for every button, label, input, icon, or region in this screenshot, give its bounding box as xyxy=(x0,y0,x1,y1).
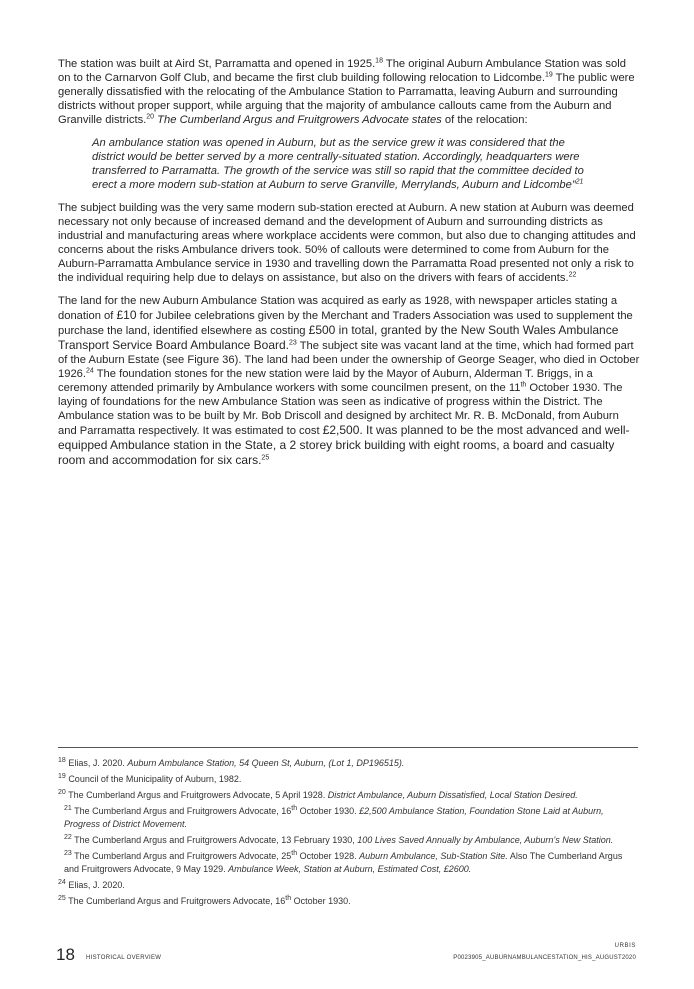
footnote-ref: 25 xyxy=(261,454,270,462)
footnote-25 xyxy=(58,895,638,908)
footnote-number: 21 xyxy=(64,805,72,812)
text-run: The subject building was the very same modern sub-station erected at Auburn. A new station at Auburn was deemed necessary not only because of increased demand and the development of Auburn and surrounding districts as industrial and manufacturing areas where workplace accidents were common, but also due to changing attitudes and concerns about the risks Ambulance drivers took. 50% of callouts were determined to come from Auburn for the Auburn-Parramatta Ambulance service in 1930 and travelling down the Parramatta Road presented not only a risk to the individual requiring help due to delays on assistance, but also on the drivers with fears of accidents. xyxy=(58,202,636,284)
footnotes xyxy=(58,757,638,911)
document-code: P0023905_AUBURNAMBULANCESTATION_HIS_AUGUST2020 xyxy=(453,955,636,961)
page-number: 18 xyxy=(56,945,75,964)
footnote-text: Also The Cumberland Argus and Fruitgrowers Advocate, 9 May 1929. xyxy=(64,851,623,874)
footnote-18 xyxy=(58,757,638,770)
text-run: The public were generally dissatisfied with the relocating of the Ambulance Station to Parramatta, leaving Auburn and surrounding districts without proper support, while arguing that the majority of ambulance callouts came from the Auburn and Granville districts. xyxy=(58,72,635,126)
footnote-20 xyxy=(58,789,638,802)
footnote-22 xyxy=(58,834,638,847)
ordinal-suffix: th xyxy=(285,895,292,902)
footnote-text: The Cumberland Argus and Fruitgrowers Advocate, 16 xyxy=(68,896,286,906)
footnote-text: October 1930. xyxy=(297,806,360,816)
footnote-text: The Cumberland Argus and Fruitgrowers Advocate, 25 xyxy=(74,851,292,861)
section-name: HISTORICAL OVERVIEW xyxy=(86,955,162,961)
footnote-text: The Cumberland Argus and Fruitgrowers Advocate, 16 xyxy=(74,806,292,816)
footnote-ref: 23 xyxy=(289,339,297,347)
text-run: The land for the new Auburn Ambulance Station was acquired as early as 1928, with newspaper articles stating a donation of xyxy=(58,295,618,322)
footnote-title: Auburn Ambulance, Sub-Station Site. xyxy=(359,851,508,861)
footnote-title: £2,500 Ambulance Station, Foundation Stone Laid at Auburn, Progress of District Movement. xyxy=(64,806,604,829)
ordinal-suffix: th xyxy=(291,850,298,857)
footnote-number: 20 xyxy=(58,789,66,796)
ordinal-suffix: th xyxy=(291,805,298,812)
footnote-text: October 1928. xyxy=(297,851,360,861)
brand-name: URBIS xyxy=(614,943,636,949)
footnote-divider xyxy=(58,747,638,748)
ordinal-suffix: th xyxy=(520,381,527,389)
footnote-title: Ambulance Week, Station at Auburn, Estimated Cost, £2600. xyxy=(228,864,472,874)
footnote-text: October 1930. xyxy=(291,896,351,906)
text-run: The original Auburn Ambulance Station was sold on to the Carnarvon Golf Club, and became the first club building following relocation to Lidcombe. xyxy=(58,58,626,84)
quote-text: An ambulance station was opened in Auburn, but as the service grew it was considered that the district would be better served by a more centrally-situated station. Accordingly, headquarters were transferred to Parramatta. The growth of the service was still so rapid that the committee decided to erect a more modern sub-station at Auburn to serve Granville, Merrylands, Auburn and Lidcombe” xyxy=(92,137,584,191)
footnote-ref: 18 xyxy=(375,57,383,65)
block-quote xyxy=(58,136,640,192)
text-run: £2,500. It was planned to be the most advanced and well-equipped Ambulance station in the State, a 2 storey brick building with eight rooms, a board and casualty room and accommodation for six cars. xyxy=(58,423,630,467)
footnote-title: Auburn Ambulance Station, 54 Queen St, Auburn, (Lot 1, DP196515). xyxy=(127,758,405,768)
footnote-text: The Cumberland Argus and Fruitgrowers Advocate, 5 April 1928. xyxy=(68,790,328,800)
footnote-text: The Cumberland Argus and Fruitgrowers Advocate, 13 February 1930, xyxy=(74,835,358,845)
text-run: The subject site was vacant land at the time, which had formed part of the Auburn Estate (see Figure 36). The land had been under the ownership of George Seager, who died in October 1926. xyxy=(58,340,640,380)
footnote-title: 100 Lives Saved Annually by Ambulance, Auburn’s New Station. xyxy=(357,835,614,845)
footnote-21 xyxy=(58,805,638,831)
footnote-ref: 22 xyxy=(568,271,577,279)
footnote-24 xyxy=(58,879,638,892)
text-run: October 1930. The laying of foundations for the new Ambulance Station was seen as indicative of progress within the District. The Ambulance station was to be built by Mr. Bob Driscoll and designed by architect Mr. R. B. McDonald, from Auburn and Parramatta respectively. It was estimated to cost xyxy=(58,382,623,437)
text-run: for Jubilee celebrations given by the Merchant and Traders Association was used to supplement the purchase the land, identified elsewhere as costing xyxy=(58,310,633,337)
text-run: of the relocation: xyxy=(441,114,528,126)
footnote-text: Elias, J. 2020. xyxy=(68,758,128,768)
body-text xyxy=(58,57,640,477)
footnote-number: 22 xyxy=(64,834,72,841)
publication-title: The Cumberland Argus and Fruitgrowers Advocate states xyxy=(154,114,442,126)
paragraph-land xyxy=(58,294,640,468)
paragraph-substation xyxy=(58,201,640,285)
text-run: £500 in total, granted by the New South Wales Ambulance Transport Service Board Ambulance Board. xyxy=(58,323,619,352)
footnote-19 xyxy=(58,773,638,786)
footnote-ref: 24 xyxy=(86,367,94,375)
footnote-ref: 19 xyxy=(544,71,553,79)
footnote-number: 25 xyxy=(58,895,66,902)
footnote-number: 18 xyxy=(58,757,66,764)
text-run: £10 xyxy=(116,308,137,322)
footnote-number: 19 xyxy=(58,773,66,780)
footnote-text: Elias, J. 2020. xyxy=(68,880,125,890)
paragraph-relocation xyxy=(58,57,640,127)
footnote-number: 23 xyxy=(64,850,72,857)
footnote-title: District Ambulance, Auburn Dissatisfied, Local Station Desired. xyxy=(327,790,578,800)
footnote-23 xyxy=(58,850,638,876)
text-run: The station was built at Aird St, Parramatta and opened in 1925. xyxy=(58,58,376,70)
footnote-text: Council of the Municipality of Auburn, 1982. xyxy=(68,774,242,784)
footnote-ref: 20 xyxy=(146,113,155,121)
footnote-ref: 21 xyxy=(575,178,584,186)
text-run: The foundation stones for the new station were laid by the Mayor of Auburn, Alderman T. Briggs, in a ceremony attended primarily by Ambulance workers with some councilmen present, on the 11 xyxy=(58,368,593,394)
footnote-number: 24 xyxy=(58,879,66,886)
